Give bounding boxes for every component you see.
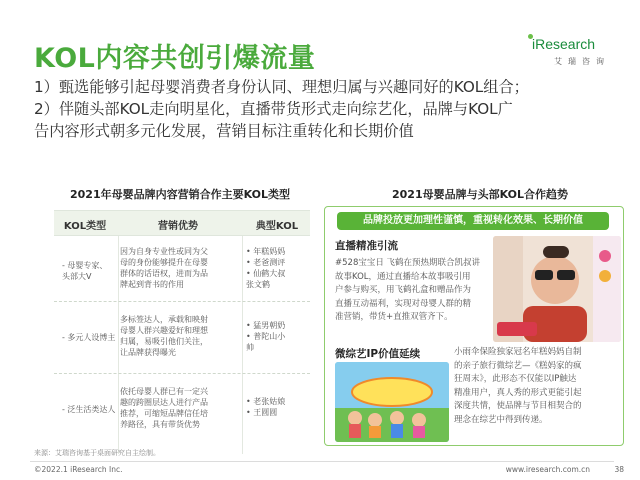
advantage-line: 让品牌获得曝光 [120,348,176,357]
advantage-line: 推荐，可缩短品牌信任培 [120,409,208,418]
advantage-line: 母婴人群兴趣爱好和理想 [120,326,208,335]
para-line: #528宝宝日 飞鹤在预热期联合凯叔讲 [335,258,481,268]
intro-text [34,76,624,142]
para-line: 狂周末》，此形态不仅能以IP触达 [454,374,577,384]
trend-banner: 品牌投放更加理性谨慎，重视转化效果、长期价值 [337,212,609,230]
table-row [54,374,310,454]
advantage-line: 牌起到背书的作用 [120,280,184,289]
variety-show-illustration [335,362,449,442]
example-line: 张文鹤 [246,280,270,289]
para-line: 精准用户，真人秀的形式更能引起 [454,387,582,398]
live-stream-illustration [493,236,621,342]
logo-brand: iResearch [532,36,596,52]
advantage-line: 归属，易吸引他们关注， [120,337,208,346]
para-line: 小雨伞保险独家冠名年糕妈妈自制 [454,347,582,357]
para-line: 理念在综艺中得到传递。 [454,414,548,425]
logo-cn: 艾瑞咨询 [554,57,610,66]
row-type [62,260,124,282]
advantage-line: 多标签达人，承载和映射 [120,315,208,324]
advantage-line: 依托母婴人群已有一定兴 [120,387,208,396]
page-title: KOL内容共创引爆流量 [34,43,316,74]
row-type-line: 头部大V [62,272,92,281]
table-header [54,210,310,236]
col-header-examples: 典型KOL [255,221,299,232]
example-line: • 老张姑娘 [246,397,286,406]
intro-line-3: 告内容形式朝多元化发展，营销目标注重转化和长期价值 [34,122,414,140]
para-line: 准营销，带货+直推双管齐下。 [335,312,453,322]
row-advantage [120,386,236,430]
subheading-live: 直播精准引流 [335,240,398,252]
intro-line-1: 1）甄选能够引起母婴消费者身份认同、理想归属与兴趣同好的KOL组合； [34,78,529,96]
row-type-line: - 母婴专家、 [62,261,108,270]
para-line: 户参与购买，用飞鹤礼盒和赠品作为 [335,285,472,295]
para-line: 故事KOL，通过直播给本故事吸引用 [335,271,471,282]
para-line: 直播互动福利，实现对母婴人群的精 [335,298,472,309]
row-advantage [120,246,236,290]
site-link[interactable]: www.iresearch.com.cn [505,465,591,474]
row-type [62,332,124,343]
col-header-advantage: 营销优势 [158,221,198,232]
subheading-variety: 微综艺IP价值延续 [335,348,421,360]
row-type-line: - 多元人设博主 [62,333,116,342]
example-line: 帅 [246,343,254,352]
row-type [62,404,124,415]
col-header-type: KOL类型 [63,221,107,232]
intro-line-2: 2）伴随头部KOL走向明星化，直播带货形式走向综艺化，品牌与KOL广 [34,100,513,118]
iresearch-logo [526,34,618,70]
live-stream-image [493,236,621,342]
footer-divider [30,461,614,462]
footer-right [484,465,624,474]
example-line: • 老爸测评 [246,258,286,267]
left-heading: 2021年母婴品牌内容营销合作主要KOL类型 [69,188,290,201]
row-examples [246,246,308,290]
para-line: 的亲子旅行微综艺—《糕妈家的疯 [454,360,582,371]
live-description [335,257,493,325]
example-line: • 王圆圆 [246,408,278,417]
source-note: 来源：艾瑞咨询基于桌面研究自主绘制。 [34,449,160,457]
para-line: 深度共情，使品牌与节目相契合的 [454,401,582,411]
variety-show-image [335,362,449,442]
advantage-line: 母的身份能够提升在母婴 [120,258,208,267]
example-line: • 猛男朝奶 [246,321,286,330]
advantage-line: 因为自身专业性或同为父 [120,247,208,256]
copyright: ©2022.1 iResearch Inc. [34,465,123,474]
kol-type-table [54,210,310,454]
row-examples [246,320,308,353]
table-row [54,236,310,302]
variety-description [454,346,622,427]
example-line: • 普陀山小 [246,332,286,341]
row-type-line: - 泛生活类达人 [62,405,116,414]
row-examples [246,396,308,418]
advantage-line: 养路径，具有带货优势 [120,420,200,429]
advantage-line: 群体的话语权，进而为品 [120,269,208,278]
page-number: 38 [614,465,624,474]
row-advantage [120,314,236,358]
advantage-line: 趣的跨圈层达人进行产品 [120,398,208,407]
table-row [54,302,310,374]
right-heading: 2021母婴品牌与头部KOL合作趋势 [391,188,568,201]
example-line: • 仙鹤大叔 [246,269,286,278]
example-line: • 年糕妈妈 [246,247,286,256]
